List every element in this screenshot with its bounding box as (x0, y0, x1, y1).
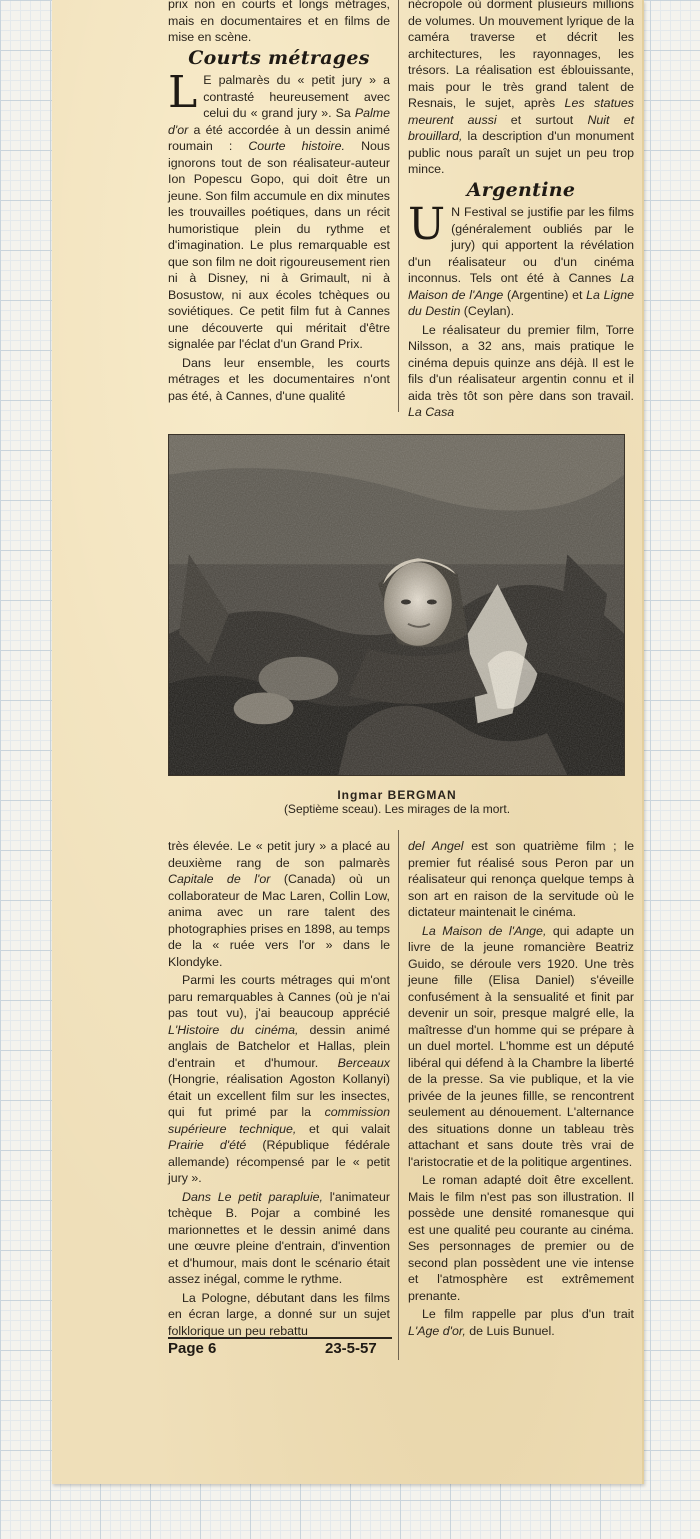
paragraph-necropole: nécropole où dorment plusieurs millions de volumes. Un mouvement lyrique de la caméra traverse et décrit les architectures, les rayonnages, les trésors. La réalisation est éblouissante, mais pour le très grand talent de Resnais, le sujet, après Les statues meurent aussi et surtout Nuit et brouillard, la description d'un monument public nous paraît un sujet un peu trop mince. (408, 0, 635, 176)
paragraph-parapluie: Dans Le petit parapluie, l'animateur tchèque B. Pojar a combiné les marionnettes et le dessin animé dans une œuvre pleine d'entrain, d'invention et d'humour, mais dont le scénario était assez inégal, comme le rythme. (168, 1189, 390, 1286)
issue-date: 23-5-57 (325, 1340, 377, 1357)
heading-courts-metrages: Courts métrages (188, 46, 370, 69)
intro-paragraph: prix non en courts et longs métrages, mais en documentaires et en films de mise en scène. (168, 0, 390, 44)
bergman-photo (168, 434, 625, 776)
column-b-top (408, 0, 634, 423)
column-a-bottom (168, 838, 390, 1341)
paragraph-festival: U N Festival se justifie par les films (généralement oubliés par le jury) qui apportent la révélation d'un réalisateur ou d'un cinéma inconnus. Tels ont été à Cannes La Maison de l'Ange (Argentine) et La Ligne du Destin (Ceylan). (408, 199, 635, 318)
paragraph-ensemble: Dans leur ensemble, les courts métrages et les documentaires n'ont pas été, à Cannes, d'une qualité (168, 355, 390, 403)
drop-cap-l: L (168, 67, 198, 118)
paragraph-palmares: L E palmarès du « petit jury » a contrasté heureusement avec celui du « grand jury ». Sa Palme d'or a été accordée à un dessin animé roumain : Courte histoire. Nous ignorons tout de son réalisateur-auteur Ion Popescu Gopo, qui doit être un jeune. Son film accumule en dix minutes les trouvailles poétiques, dans un récit humoristique plein du rythme et d'imagination. Le plus remarquable est que son film ne doit rigoureusement rien ni à Disney, ni à Grimault, ni à Bosustow, ni aux écoles tchèques ou soviétiques. Ce petit film fut à Cannes une découverte qui méritait d'être signalée par l'éclat d'un Grand Prix. (168, 67, 390, 351)
bergman-photo-image (169, 435, 624, 775)
footer-rule (168, 1337, 392, 1339)
heading-argentine: Argentine (466, 178, 576, 201)
caption-sub: (Septième sceau). Les mirages de la mort. (283, 802, 511, 816)
paragraph-del-angel: del Angel est son quatrième film ; le premier fut réalisé sous Peron par un réalisateur qui renonça quelque temps à son art en raison de la servitude où le dictateur maintenait le cinéma. (408, 839, 634, 919)
paragraph-tres-elevee: très élevée. Le « petit jury » a placé au deuxième rang de son palmarès Capitale de l'or (Canada) où un collaborateur de Mac Laren, Collin Low, anima avec un rare talent des photographies prises en 1898, au temps de la « ruée vers l'or » dans le Klondyke. (168, 839, 390, 969)
paragraph-pologne: La Pologne, débutant dans les films en écran large, a donné sur un sujet folklorique un peu rebattu (168, 1290, 390, 1338)
photo-caption (168, 788, 626, 816)
paragraph-roman: Le roman adapté doit être excellent. Mais le film n'est pas son illustration. Il possède une densité romanesque qui est une qualité peu courante au cinéma. Ses personnages de premier ou de second plan possèdent une vie intense et l'atmosphère est extrêmement prenante. (408, 1173, 634, 1303)
paragraph-parmi: Parmi les courts métrages qui m'ont paru remarquables à Cannes (où je n'ai pas tout vu), j'ai beaucoup apprécié L'Histoire du cinéma, dessin animé anglais de Batchelor et Hallas, plein d'entrain et d'humour. Berceaux (Hongrie, réalisation Agoston Kollanyi) était un excellent film sur les insectes, qui fut primé par la commission supérieure technique, et qui valait Prairie d'été (République fédérale allemande) récompensé par le « petit jury ». (168, 973, 391, 1185)
column-divider-bottom (398, 830, 399, 1360)
paragraph-rappelle: Le film rappelle par plus d'un trait L'Age d'or, de Luis Bunuel. (408, 1307, 634, 1338)
column-a-top (168, 0, 390, 406)
paragraph-realisateur: Le réalisateur du premier film, Torre Nilsson, a 32 ans, mais pratique le cinéma depuis quinze ans déjà. Il est le fils d'un réalisateur argentin connu et il aida très tôt son père dans son travail. La Casa (408, 322, 634, 419)
paragraph-maison-ange: La Maison de l'Ange, qui adapte un livre de la jeune romancière Beatriz Guido, se déroule vers 1920. Une très jeune fille (Elisa Daniel) s'éveille confusément à la sensualité et finit par devenir un soir, presque malgré elle, la maîtresse d'un homme qui se prépare à un duel mortel. L'homme est un député libéral qui défend à la Chambre la liberté de la presse. Sa vie publique, et la vie privée de la jeunes fillle, se rencontrent seulement au dénouement. L'alternance des situations donne un tableau très attachant et sans doute très vrai de l'aristocratie et de la politique argentines. (408, 923, 634, 1169)
column-divider-top (398, 0, 399, 412)
drop-cap-u: U (408, 199, 446, 250)
page-number: Page 6 (168, 1340, 217, 1357)
column-b-bottom (408, 838, 634, 1341)
caption-name: Ingmar BERGMAN (337, 788, 457, 802)
